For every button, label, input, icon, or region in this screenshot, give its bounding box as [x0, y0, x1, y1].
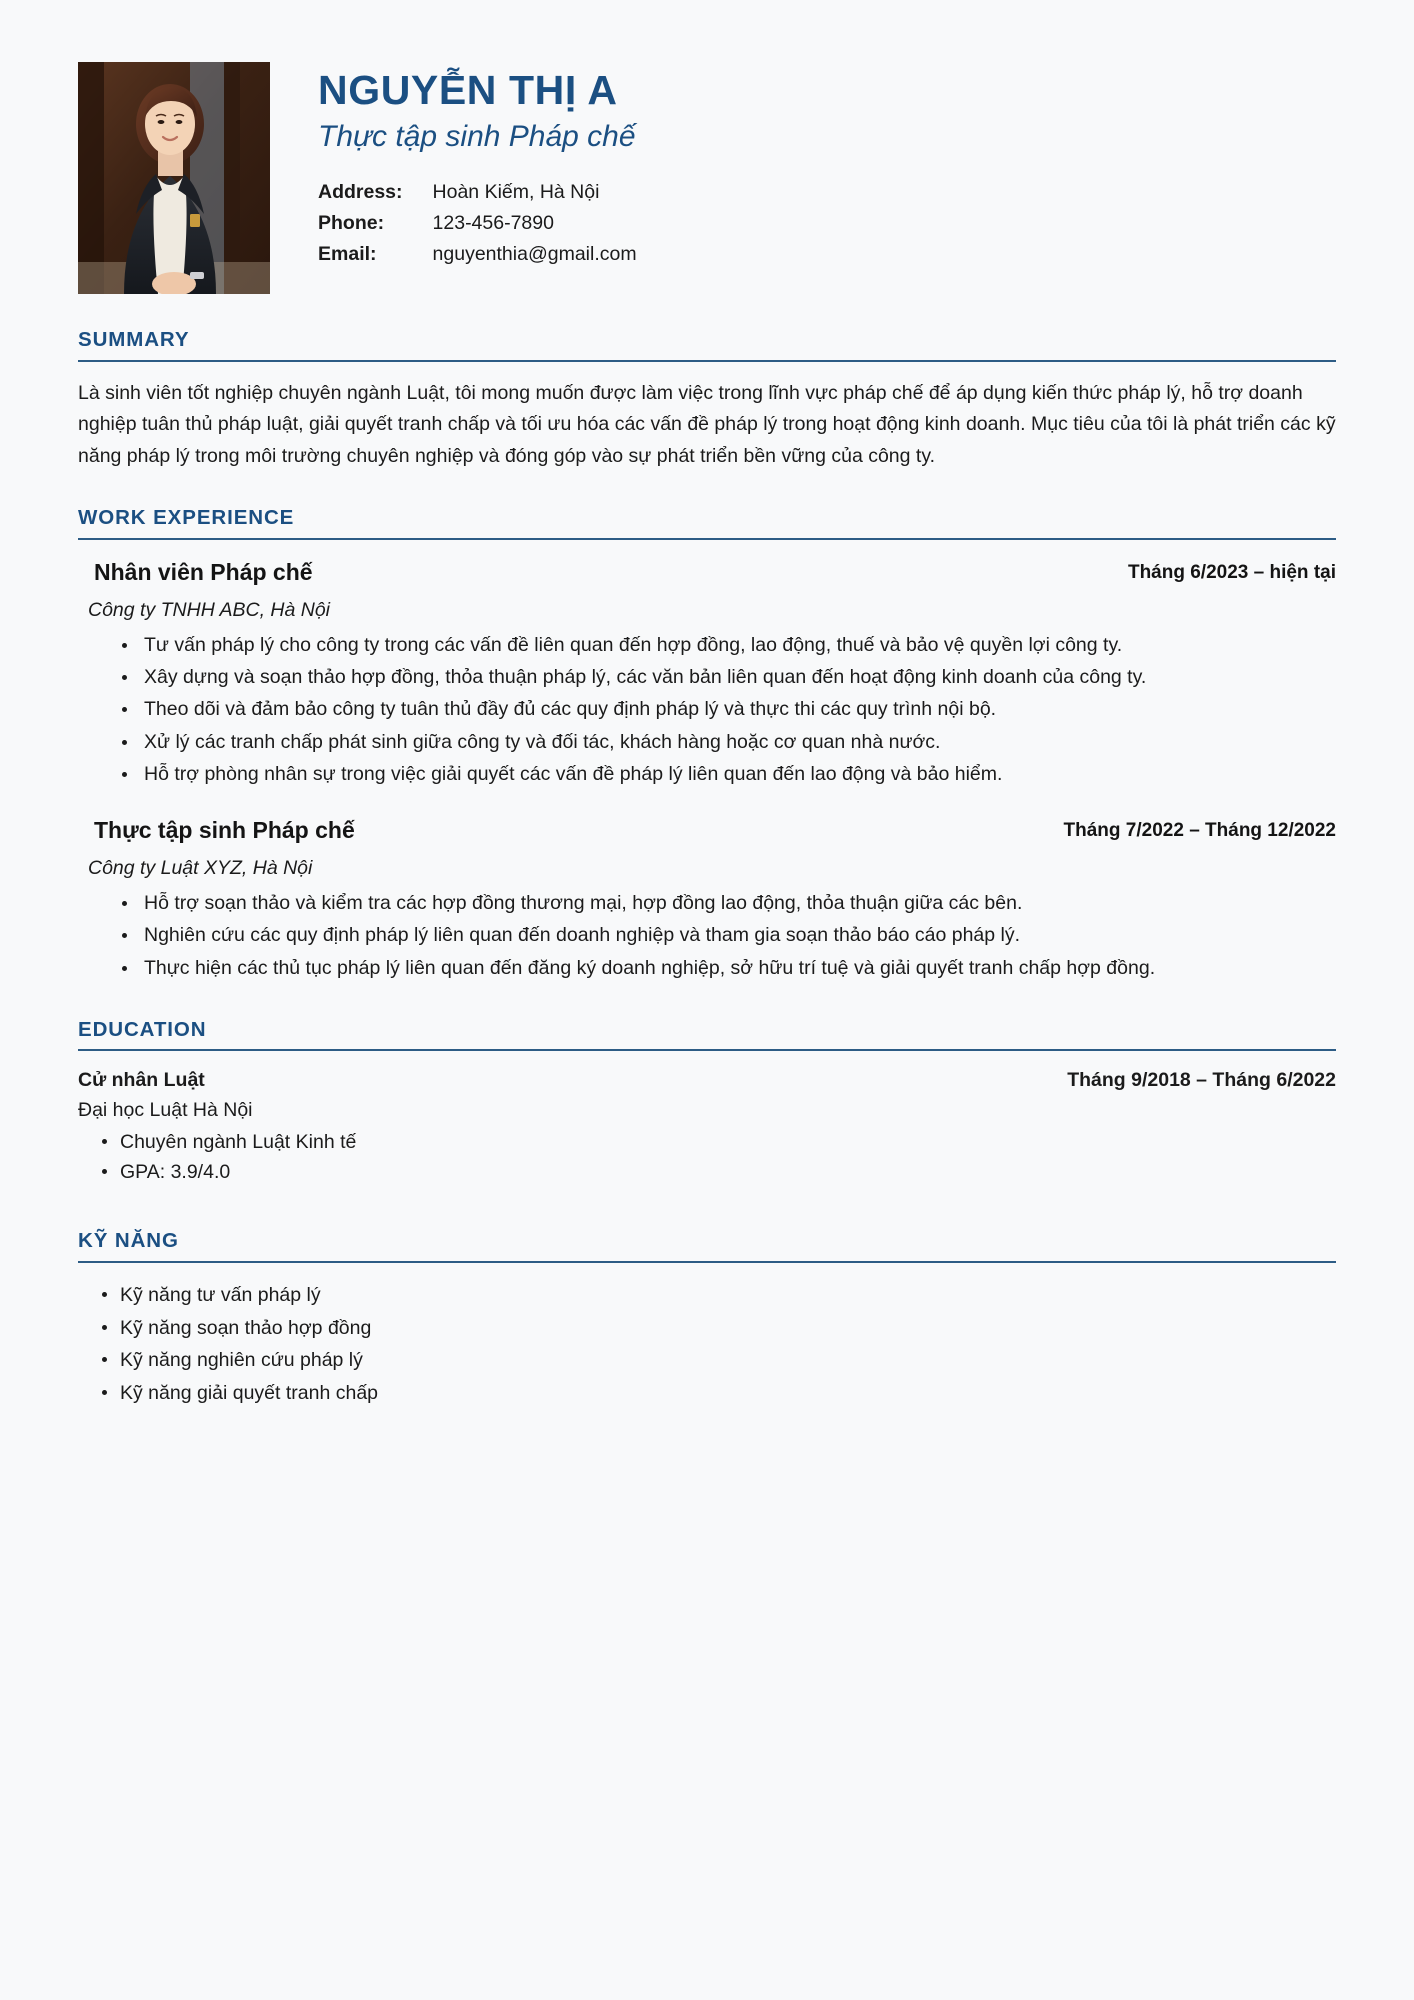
job-header: [78, 558, 1336, 588]
section-divider-summary: [78, 360, 1336, 362]
profile-photo: [78, 62, 270, 294]
section-heading-skills: KỸ NĂNG: [78, 1229, 179, 1253]
list-item: Chuyên ngành Luật Kinh tế: [120, 1127, 1336, 1157]
job-bullet-list: [78, 888, 1336, 984]
contact-row-phone: [318, 208, 637, 239]
education-degree: Cử nhân Luật: [78, 1069, 205, 1092]
list-item: Kỹ năng nghiên cứu pháp lý: [120, 1344, 1336, 1377]
section-divider-education: [78, 1049, 1336, 1051]
section-heading-work-experience: WORK EXPERIENCE: [78, 506, 295, 530]
header-text-block: [318, 62, 1336, 270]
job-bullet-list: [78, 630, 1336, 790]
contact-label-phone: Phone:: [318, 212, 385, 235]
list-item: Kỹ năng giải quyết tranh chấp: [120, 1377, 1336, 1410]
job-company: Công ty TNHH ABC, Hà Nội: [88, 598, 331, 621]
skills-list: [78, 1279, 1336, 1410]
section-skills: [78, 1229, 1336, 1410]
resume-header: [78, 48, 1336, 294]
education-date: Tháng 9/2018 – Tháng 6/2022: [1067, 1069, 1336, 1092]
job-date: Tháng 6/2023 – hiện tại: [1127, 562, 1336, 584]
page-title: NGUYỄN THỊ A: [318, 67, 618, 113]
contact-row-email: [318, 239, 637, 270]
education-bullet-list: [78, 1127, 1336, 1187]
list-item: GPA: 3.9/4.0: [120, 1157, 1336, 1187]
job-role: Nhân viên Pháp chế: [94, 558, 313, 585]
contact-info-table: [318, 177, 637, 270]
education-school: Đại học Luật Hà Nội: [78, 1098, 253, 1121]
list-item: Kỹ năng soạn thảo hợp đồng: [120, 1312, 1336, 1345]
section-education: [78, 1018, 1336, 1188]
job-role: Thực tập sinh Pháp chế: [94, 817, 355, 844]
job-entry: [78, 558, 1336, 790]
list-item: Xử lý các tranh chấp phát sinh giữa công ty và đối tác, khách hàng hoặc cơ quan nhà nước.: [142, 727, 1336, 758]
list-item: Thực hiện các thủ tục pháp lý liên quan đến đăng ký doanh nghiệp, sở hữu trí tuệ và giải quyết tranh chấp hợp đồng.: [142, 953, 1336, 984]
list-item: Xây dựng và soạn thảo hợp đồng, thỏa thuận pháp lý, các văn bản liên quan đến hoạt động kinh doanh của công ty.: [142, 662, 1336, 693]
header-job-title: Thực tập sinh Pháp chế: [318, 119, 636, 153]
section-heading-education: EDUCATION: [78, 1017, 207, 1041]
contact-label-email: Email:: [318, 243, 377, 266]
contact-value-email[interactable]: nguyenthia@gmail.com: [432, 243, 637, 266]
contact-label-address: Address:: [318, 181, 403, 204]
list-item: Kỹ năng tư vấn pháp lý: [120, 1279, 1336, 1312]
section-heading-summary: SUMMARY: [78, 328, 190, 351]
contact-value-phone[interactable]: 123-456-7890: [432, 212, 554, 235]
job-entry: [78, 816, 1336, 984]
list-item: Hỗ trợ phòng nhân sự trong việc giải quyết các vấn đề pháp lý liên quan đến lao động và bảo hiểm.: [142, 759, 1336, 790]
section-summary: [78, 328, 1336, 472]
list-item: Nghiên cứu các quy định pháp lý liên quan đến doanh nghiệp và tham gia soạn thảo báo cáo pháp lý.: [142, 920, 1336, 951]
job-header: [78, 816, 1336, 846]
section-divider-skills: [78, 1261, 1336, 1263]
education-header: [78, 1067, 1336, 1094]
education-entry: [78, 1067, 1336, 1187]
contact-value-address: Hoàn Kiếm, Hà Nội: [432, 181, 600, 204]
section-work-experience: [78, 506, 1336, 983]
job-company: Công ty Luật XYZ, Hà Nội: [88, 856, 313, 879]
list-item: Hỗ trợ soạn thảo và kiểm tra các hợp đồng thương mại, hợp đồng lao động, thỏa thuận giữa các bên.: [142, 888, 1336, 919]
profile-photo-image: [78, 62, 270, 294]
job-date: Tháng 7/2022 – Tháng 12/2022: [1063, 820, 1336, 842]
contact-row-address: [318, 177, 637, 208]
list-item: Theo dõi và đảm bảo công ty tuân thủ đầy đủ các quy định pháp lý và thực thi các quy trình nội bộ.: [142, 694, 1336, 725]
list-item: Tư vấn pháp lý cho công ty trong các vấn đề liên quan đến hợp đồng, lao động, thuế và bảo vệ quyền lợi công ty.: [142, 630, 1336, 661]
summary-paragraph: Là sinh viên tốt nghiệp chuyên ngành Luật, tôi mong muốn được làm việc trong lĩnh vực pháp chế để áp dụng kiến thức pháp lý, hỗ trợ doanh nghiệp tuân thủ pháp luật, giải quyết tranh chấp và tối ưu hóa các vấn đề pháp lý trong hoạt động kinh doanh. Mục tiêu của tôi là phát triển các kỹ năng pháp lý trong môi trường chuyên nghiệp và đóng góp vào sự phát triển bền vững của công ty.: [78, 381, 1336, 467]
section-divider-work-experience: [78, 538, 1336, 540]
